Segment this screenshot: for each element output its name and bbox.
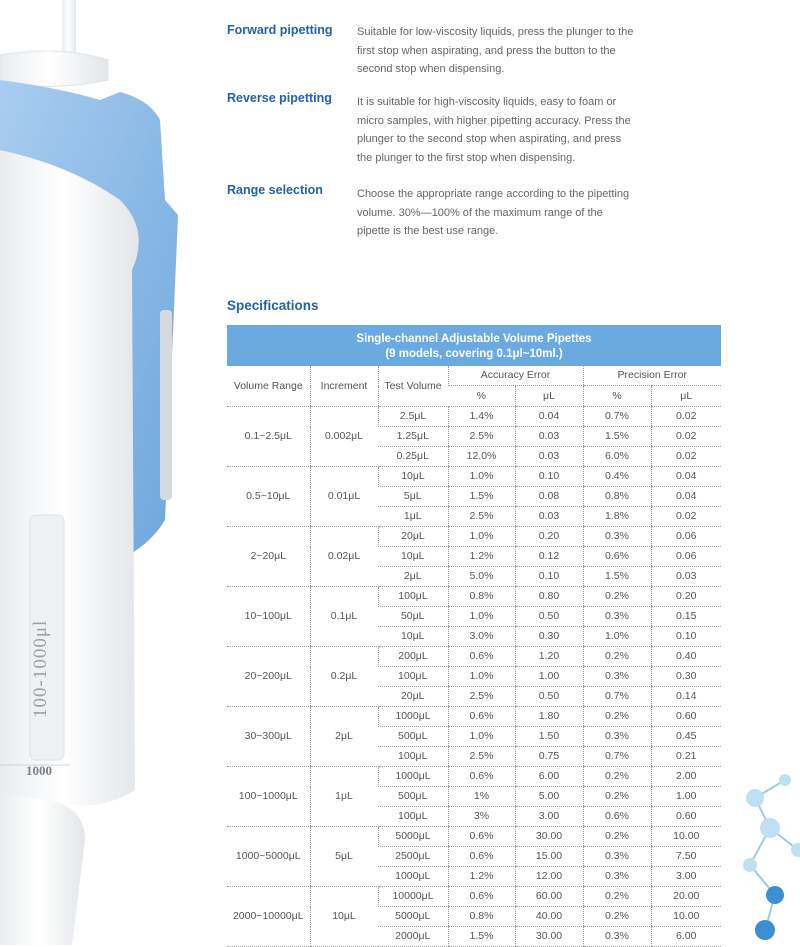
accuracy-pct-cell: 0.8% [448,587,515,607]
accuracy-ul-cell: 0.03 [515,507,583,527]
accuracy-pct-cell: 1.0% [448,607,515,627]
precision-ul-cell: 6.00 [651,927,721,947]
table-row [227,647,721,667]
increment-cell: 10μL [310,887,378,947]
test-volume-cell: 100μL [378,587,448,607]
precision-pct-cell: 0.8% [583,487,651,507]
accuracy-pct-cell: 0.6% [448,707,515,727]
accuracy-ul-cell: 0.50 [515,607,583,627]
header-volume-range: Volume Range [227,366,310,407]
test-volume-cell: 100μL [378,807,448,827]
accuracy-ul-cell: 0.75 [515,747,583,767]
test-volume-cell: 1μL [378,507,448,527]
table-title-line1: Single-channel Adjustable Volume Pipettes [356,333,592,345]
table-row [227,407,721,427]
test-volume-cell: 100μL [378,747,448,767]
precision-pct-cell: 1.8% [583,507,651,527]
pipette-illustration [0,0,200,945]
accuracy-pct-cell: 2.5% [448,747,515,767]
specifications-heading: Specifications [227,298,319,313]
test-volume-cell: 2000μL [378,927,448,947]
accuracy-pct-cell: 1.0% [448,667,515,687]
accuracy-ul-cell: 0.08 [515,487,583,507]
header-precision-ul: μL [651,386,721,407]
accuracy-pct-cell: 2.5% [448,427,515,447]
precision-ul-cell: 0.02 [651,507,721,527]
precision-ul-cell: 0.02 [651,407,721,427]
accuracy-pct-cell: 0.8% [448,907,515,927]
table-row [227,707,721,727]
precision-pct-cell: 0.6% [583,547,651,567]
test-volume-cell: 2.5μL [378,407,448,427]
feature-title: Range selection [227,183,323,197]
accuracy-ul-cell: 0.04 [515,407,583,427]
precision-ul-cell: 20.00 [651,887,721,907]
precision-pct-cell: 1.5% [583,567,651,587]
accuracy-ul-cell: 0.30 [515,627,583,647]
table-row [227,527,721,547]
accuracy-ul-cell: 1.80 [515,707,583,727]
test-volume-cell: 1000μL [378,867,448,887]
accuracy-pct-cell: 1% [448,787,515,807]
test-volume-cell: 50μL [378,607,448,627]
spec-table-body [227,407,721,947]
feature-description: Choose the appropriate range according to the pipetting volume. 30%—100% of the maximum range of the pipette is the best use range. [357,188,630,237]
accuracy-ul-cell: 0.03 [515,427,583,447]
accuracy-ul-cell: 40.00 [515,907,583,927]
accuracy-ul-cell: 0.50 [515,687,583,707]
precision-ul-cell: 0.03 [651,567,721,587]
header-precision-pct: % [583,386,651,407]
accuracy-pct-cell: 0.6% [448,847,515,867]
precision-pct-cell: 0.3% [583,667,651,687]
precision-pct-cell: 6.0% [583,447,651,467]
precision-pct-cell: 0.6% [583,807,651,827]
precision-ul-cell: 0.15 [651,607,721,627]
volume-range-cell: 2000~10000μL [227,887,310,947]
header-accuracy-error: Accuracy Error [448,366,583,386]
table-row [227,887,721,907]
precision-pct-cell: 1.0% [583,627,651,647]
accuracy-pct-cell: 1.2% [448,867,515,887]
precision-pct-cell: 0.2% [583,887,651,907]
accuracy-pct-cell: 1.2% [448,547,515,567]
precision-pct-cell: 0.2% [583,787,651,807]
test-volume-cell: 10μL [378,467,448,487]
volume-range-cell: 0.5~10μL [227,467,310,527]
precision-ul-cell: 0.06 [651,527,721,547]
precision-ul-cell: 0.40 [651,647,721,667]
feature-title: Forward pipetting [227,23,333,37]
precision-pct-cell: 0.7% [583,747,651,767]
precision-pct-cell: 0.3% [583,927,651,947]
accuracy-ul-cell: 30.00 [515,927,583,947]
volume-range-cell: 0.1~2.5μL [227,407,310,467]
precision-pct-cell: 0.3% [583,607,651,627]
precision-ul-cell: 10.00 [651,907,721,927]
increment-cell: 0.2μL [310,647,378,707]
accuracy-pct-cell: 3.0% [448,627,515,647]
precision-pct-cell: 0.2% [583,827,651,847]
increment-cell: 0.01μL [310,467,378,527]
accuracy-pct-cell: 1.5% [448,927,515,947]
volume-range-cell: 100~1000μL [227,767,310,827]
accuracy-pct-cell: 12.0% [448,447,515,467]
precision-pct-cell: 0.2% [583,707,651,727]
table-row [227,827,721,847]
header-accuracy-pct: % [448,386,515,407]
accuracy-ul-cell: 0.20 [515,527,583,547]
specifications-table [227,325,721,947]
test-volume-cell: 2500μL [378,847,448,867]
volume-range-cell: 30~300μL [227,707,310,767]
accuracy-pct-cell: 1.0% [448,527,515,547]
test-volume-cell: 20μL [378,527,448,547]
precision-pct-cell: 0.2% [583,907,651,927]
precision-pct-cell: 0.2% [583,587,651,607]
feature-description: Suitable for low-viscosity liquids, press the plunger to the first stop when aspirating, and press the button to the second stop when dispensing. [357,26,634,75]
accuracy-ul-cell: 1.20 [515,647,583,667]
accuracy-ul-cell: 5.00 [515,787,583,807]
table-title [227,325,721,366]
volume-range-cell: 20~200μL [227,647,310,707]
precision-pct-cell: 0.3% [583,527,651,547]
test-volume-cell: 5000μL [378,907,448,927]
test-volume-cell: 1000μL [378,707,448,727]
precision-ul-cell: 0.60 [651,707,721,727]
test-volume-cell: 10μL [378,547,448,567]
accuracy-ul-cell: 1.50 [515,727,583,747]
precision-ul-cell: 0.02 [651,427,721,447]
accuracy-pct-cell: 1.5% [448,487,515,507]
precision-pct-cell: 0.3% [583,867,651,887]
accuracy-pct-cell: 2.5% [448,507,515,527]
table-row [227,587,721,607]
increment-cell: 0.02μL [310,527,378,587]
volume-range-cell: 2~20μL [227,527,310,587]
precision-ul-cell: 2.00 [651,767,721,787]
accuracy-pct-cell: 0.6% [448,887,515,907]
precision-ul-cell: 0.10 [651,627,721,647]
volume-range-cell: 10~100μL [227,587,310,647]
test-volume-cell: 10000μL [378,887,448,907]
test-volume-cell: 5000μL [378,827,448,847]
precision-ul-cell: 0.04 [651,467,721,487]
precision-pct-cell: 0.4% [583,467,651,487]
test-volume-cell: 2μL [378,567,448,587]
precision-pct-cell: 0.2% [583,767,651,787]
precision-ul-cell: 10.00 [651,827,721,847]
table-row [227,767,721,787]
header-accuracy-ul: μL [515,386,583,407]
accuracy-ul-cell: 1.00 [515,667,583,687]
precision-ul-cell: 0.60 [651,807,721,827]
header-increment: Increment [310,366,378,407]
pipette-range-label: 100-1000μl [30,619,51,718]
accuracy-ul-cell: 0.80 [515,587,583,607]
precision-pct-cell: 0.3% [583,727,651,747]
accuracy-pct-cell: 5.0% [448,567,515,587]
table-row [227,467,721,487]
test-volume-cell: 500μL [378,727,448,747]
precision-ul-cell: 0.06 [651,547,721,567]
molecule-decoration [730,770,800,945]
test-volume-cell: 200μL [378,647,448,667]
accuracy-ul-cell: 30.00 [515,827,583,847]
accuracy-ul-cell: 15.00 [515,847,583,867]
accuracy-ul-cell: 3.00 [515,807,583,827]
accuracy-ul-cell: 6.00 [515,767,583,787]
precision-ul-cell: 3.00 [651,867,721,887]
increment-cell: 1μL [310,767,378,827]
accuracy-pct-cell: 1.0% [448,467,515,487]
spec-table [227,366,721,947]
feature-title: Reverse pipetting [227,91,332,105]
precision-ul-cell: 1.00 [651,787,721,807]
accuracy-pct-cell: 0.6% [448,647,515,667]
precision-pct-cell: 0.7% [583,687,651,707]
increment-cell: 2μL [310,707,378,767]
test-volume-cell: 1000μL [378,767,448,787]
test-volume-cell: 20μL [378,687,448,707]
test-volume-cell: 5μL [378,487,448,507]
accuracy-pct-cell: 0.6% [448,767,515,787]
accuracy-ul-cell: 12.00 [515,867,583,887]
accuracy-pct-cell: 0.6% [448,827,515,847]
accuracy-pct-cell: 3% [448,807,515,827]
header-precision-error: Precision Error [583,366,721,386]
precision-pct-cell: 0.2% [583,647,651,667]
table-title-line2: (9 models, covering 0.1μl~10ml.) [385,348,563,360]
precision-pct-cell: 0.3% [583,847,651,867]
precision-pct-cell: 1.5% [583,427,651,447]
accuracy-ul-cell: 0.12 [515,547,583,567]
accuracy-pct-cell: 2.5% [448,687,515,707]
precision-ul-cell: 0.20 [651,587,721,607]
precision-ul-cell: 0.21 [651,747,721,767]
test-volume-cell: 10μL [378,627,448,647]
volume-range-cell: 1000~5000μL [227,827,310,887]
header-test-volume: Test Volume [378,366,448,407]
increment-cell: 5μL [310,827,378,887]
precision-ul-cell: 0.14 [651,687,721,707]
pipette-volume-readout: 1000 [26,763,52,778]
accuracy-ul-cell: 0.10 [515,467,583,487]
increment-cell: 0.002μL [310,407,378,467]
accuracy-ul-cell: 0.10 [515,567,583,587]
increment-cell: 0.1μL [310,587,378,647]
test-volume-cell: 0.25μL [378,447,448,467]
test-volume-cell: 100μL [378,667,448,687]
accuracy-ul-cell: 0.03 [515,447,583,467]
test-volume-cell: 500μL [378,787,448,807]
precision-ul-cell: 7.50 [651,847,721,867]
precision-ul-cell: 0.45 [651,727,721,747]
precision-ul-cell: 0.30 [651,667,721,687]
accuracy-ul-cell: 60.00 [515,887,583,907]
test-volume-cell: 1.25μL [378,427,448,447]
feature-description: It is suitable for high-viscosity liquids, easy to foam or micro samples, with higher pipetting accuracy. Press the plunger to the second stop when aspirating, and press the plunger to the first stop when dispensing. [357,96,631,164]
accuracy-pct-cell: 1.0% [448,727,515,747]
precision-ul-cell: 0.04 [651,487,721,507]
accuracy-pct-cell: 1.4% [448,407,515,427]
precision-ul-cell: 0.02 [651,447,721,467]
precision-pct-cell: 0.7% [583,407,651,427]
